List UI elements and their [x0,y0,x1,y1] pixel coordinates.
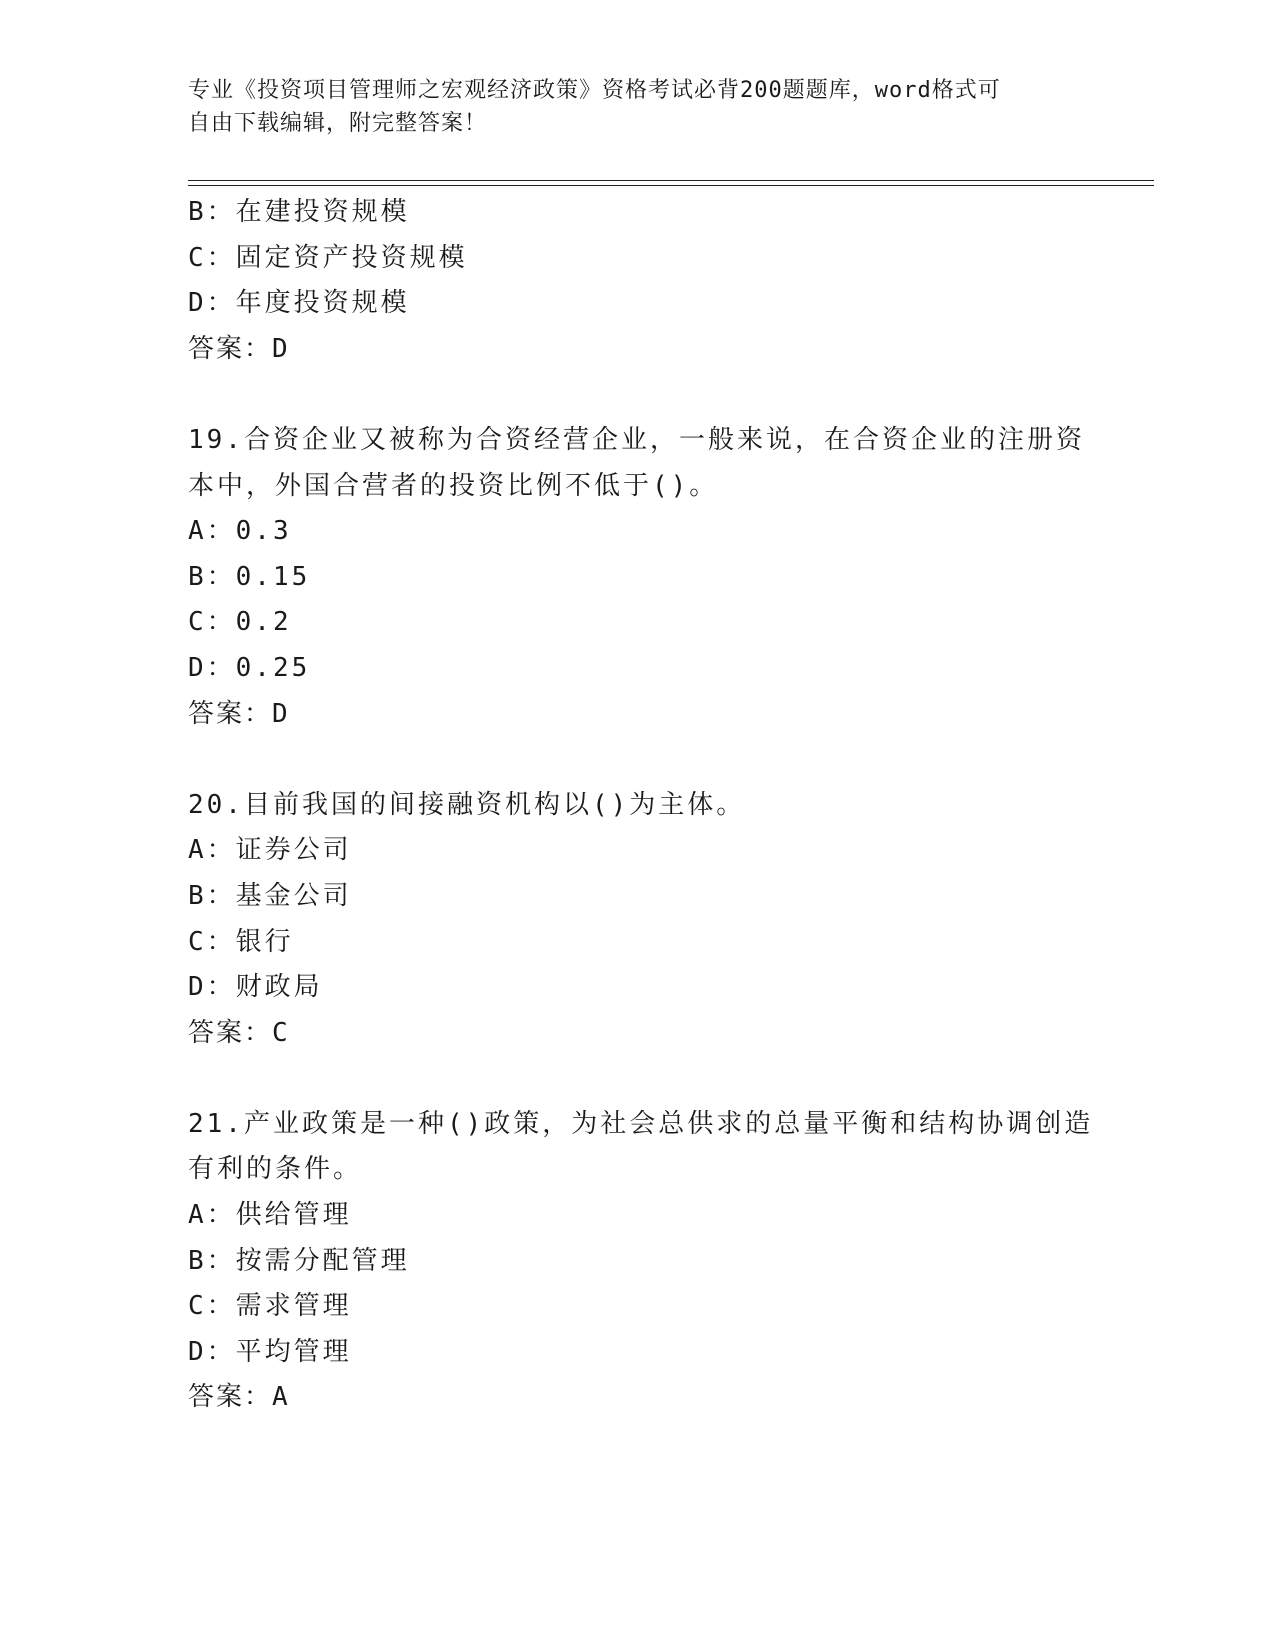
option-line [188,828,1088,874]
option-text: 供给管理 [235,1200,352,1231]
option-key: C： [188,607,236,638]
question-text: 19.合资企业又被称为合资经营企业，一般来说，在合资企业的注册资 [188,424,1085,455]
option-key: C： [188,1291,236,1322]
option-line [188,874,1088,920]
answer-line [188,692,1088,738]
question-content [188,190,1094,1421]
answer-line [188,1011,1088,1057]
header-line-1: 专业《投资项目管理师之宏观经济政策》资格考试必背200题题库，word格式可 [188,78,1001,103]
option-line [188,1193,1088,1239]
question-text-continued: 有利的条件。 [188,1154,363,1185]
answer-line [188,1375,1088,1421]
option-key: D： [188,972,236,1003]
option-key: D： [188,652,236,683]
option-key: A： [188,835,236,866]
option-line [188,646,1088,692]
option-line [188,1330,1088,1376]
option-text: 证券公司 [235,835,352,866]
option-key: B： [188,197,236,227]
option-line [188,236,1088,282]
header-divider-top [188,180,1154,181]
answer-label: 答案： [188,1382,273,1413]
option-line [188,1284,1088,1330]
option-key: C： [188,926,236,957]
question-text-continued: 本中，外国合营者的投资比例不低于()。 [188,470,719,501]
answer-value: A [272,1382,290,1413]
answer-value: D [272,698,290,729]
option-key: D： [188,1336,236,1367]
question-text: 20.目前我国的间接融资机构以()为主体。 [188,789,746,820]
option-line [188,555,1088,601]
answer-value: D [272,333,290,364]
answer-label: 答案： [188,1017,273,1048]
option-text: 需求管理 [235,1291,352,1322]
option-line [188,281,1088,327]
option-text: 0.15 [235,561,311,592]
option-text: 平均管理 [235,1336,352,1367]
option-text: 财政局 [235,972,323,1003]
option-line [188,600,1088,646]
document-header [188,74,1068,140]
option-line [188,190,1088,236]
header-divider-bottom [188,185,1154,186]
option-text: 在建投资规模 [235,197,410,227]
question-text: 21.产业政策是一种()政策，为社会总供求的总量平衡和结构协调创造 [188,1108,1094,1139]
option-key: B： [188,1245,236,1276]
answer-value: C [272,1017,290,1048]
option-key: B： [188,880,236,911]
option-text: 0.25 [235,652,311,683]
answer-label: 答案： [188,698,273,729]
option-key: A： [188,516,236,547]
option-line [188,1239,1088,1285]
answer-label: 答案： [188,333,273,364]
option-key: B： [188,561,236,592]
option-key: C： [188,242,236,273]
option-line [188,965,1088,1011]
option-text: 按需分配管理 [235,1245,410,1276]
option-key: A： [188,1200,236,1231]
option-key: D： [188,288,236,319]
option-text: 0.3 [235,516,292,547]
answer-line [188,327,1088,373]
option-text: 固定资产投资规模 [235,242,468,273]
option-text: 年度投资规模 [235,288,410,319]
option-line [188,509,1088,555]
option-text: 基金公司 [235,880,352,911]
option-text: 0.2 [235,607,292,638]
option-text: 银行 [235,926,294,957]
option-line [188,920,1088,966]
header-line-2: 自由下载编辑，附完整答案！ [188,111,488,136]
